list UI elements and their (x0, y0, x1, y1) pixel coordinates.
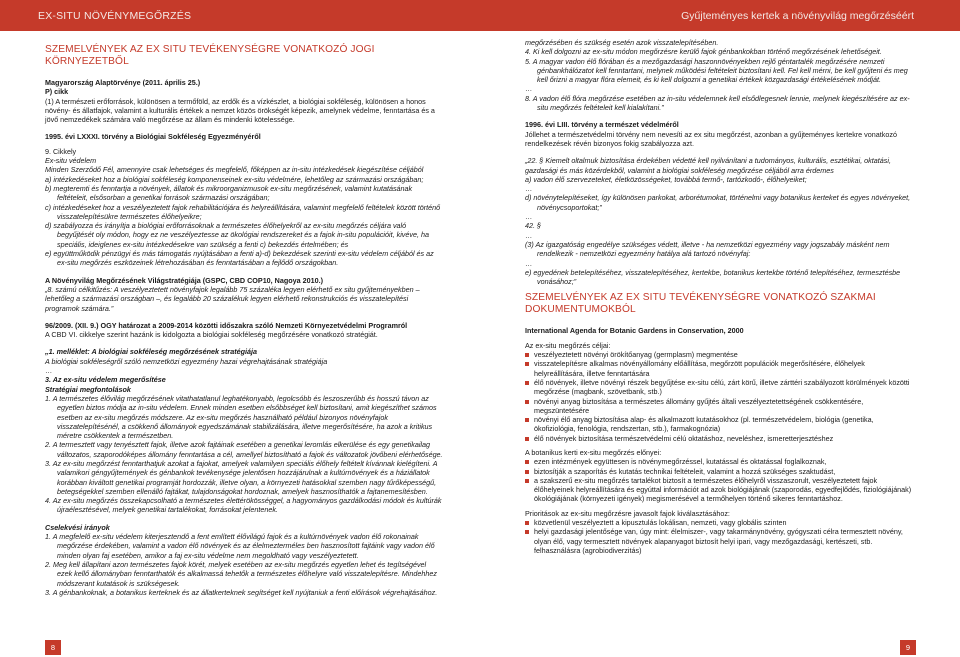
text-p11: d) szabályozza és irányítja a biológiai erőforrásoknak a természetes élőhelyekről az ex-situ megőrzés céljára való begyűjtését oly módon, hogy ez ne veszélyeztesse az ökológiai rendszereket és a fajok in-situ populációit, kivéve, ha speciális, ideiglenes ex-situ intézkedésekre van szükség a fenti c) bekezdés értelmében; és (45, 221, 429, 249)
text-p5: 9. Cikkely (45, 146, 77, 156)
text-p6: Ex-situ védelem (45, 156, 97, 166)
list-item: növényi élő anyag biztosítása alap- és alkalmazott kutatásokhoz (pl. természetvédelem, biológia (genetika, ökofiziológia, fenológia, rendszertan, stb.), farmakognózia) (525, 415, 915, 434)
text-p3: (1) A természeti erőforrások, különösen a termőföld, az erdők és a vízkészlet, a biológiai sokféleség, különösen a honos növény- és állatfajok, valamint a kulturális értékek a nemzet közös örökségét képezik, amelynek védelme, fenntartása és a jövő nemzedékek számára való megőrzése az állam és mindenki kötelessége. (45, 96, 435, 125)
text-p24: 4. Az ex-situ megőrzés összekapcsolható a természetes élettérökösséggel, a hagyományos gazdálkodási módok és kultúrák újraélesztésével, melyek genetikai tartalékokat, forrásokat jelentenek. (45, 496, 442, 515)
list-item: biztosítják a szaporítás és kutatás technikai feltételeit, valamint a hozzá szükséges szaktudást, (525, 467, 915, 476)
list-item: visszatelepítésre alkalmas növényállomány előállítása, megőrzött populációk megerősítésére, élőhelyek helyreállítására, illetve fenntartására (525, 359, 915, 378)
section-heading-legal: SZEMELVÉNYEK AZ EX SITU TEVÉKENYSÉGRE VONATKOZÓ JOGI KÖRNYEZETBŐL (45, 44, 375, 67)
text-p21: 1. A természetes élővilág megőrzésének vitathatatlanul leghatékonyabb, legolcsóbb és leszoszerűbb és hosszú távon az egyetlen biztos módja az in-situ védelem. Ennek minden esetben elsőbbséget kell biztosítani, amit kiegészíthet számos esetben az ex-situ megőrzés módszere. Az ex-situ megőrzés használható például bizonyos növényfajok visszatelepítésénél, a csökkenő állományok egyedszámának stabilizálására, illetve megerősítésére, ha azok a kritikus méretre csökkentek a természetben. (45, 393, 437, 441)
text-r4: 8. A vadon élő flóra megőrzése esetében az in-situ védelemnek kell elsődlegesnek lennie, melynek kiegészítésére az ex-situ megőrzés feltételeit kell kialakítani.” (525, 93, 910, 113)
list-item: helyi gazdasági jelentősége van, úgy mint: élelmiszer-, vagy takarmánynövény, gyógyszati célra termesztett növény, olyan élő, vagy termesztett növények alapanyagot biztosít helyi ipari, vagy mezőgazdasági, kertészeti, stb. felhasználásra (agrobiodiverzitás) (525, 527, 915, 555)
text-p27: 2. Meg kell állapítani azon természetes fajok körét, melyek esetében az ex-situ megőrzés egyetlen lehet és tegítségével ezek kellő állományban fenntarthatók és alkalmassá tehetők a természetes élőhelyre való visszatelepítésre. Mindehhez módszerant kutatások is szükségesek. (45, 559, 437, 588)
left-column (45, 38, 443, 597)
text-r12: e) egyedének betelepítéséhez, visszatelepítéséhez, kertekbe, botanikus kertekbe történő telepítéséhez, termesztésbe vonásához;” (525, 267, 901, 287)
text-p9: b) megteremti és fenntartja a növények, állatok és mikroorganizmusok ex-situ megőrzésének, valamint kutatásának feltételeit, elsősorban a genetikai források származási országában; (45, 183, 413, 203)
right-column (525, 38, 915, 555)
text-r14: Az ex-situ megőrzés céljai: (525, 340, 611, 350)
ellipsis: … (525, 230, 533, 240)
text-r15: A botanikus kerti ex-situ megőrzés előnyei: (525, 447, 662, 457)
advantages-list (525, 457, 915, 503)
text-p18: A biológiai sokféleségről szóló nemzetközi egyezmény hazai végrehajtásának stratégiája (45, 356, 328, 366)
text-p19: 3. Az ex-situ védelem megerősítése (45, 375, 166, 385)
text-p17: „1. melléklet: A biológiai sokféleség megőrzésének stratégiája (45, 347, 257, 357)
text-p12: e) együttműködik pénzügyi és más támogatás nyújtásában a fenti a)-d) bekezdések szerinti ex-situ védelem céljából és az ex-situ megőrzés eszközeinek létrehozásában és fenntartásában a fejlődő országokban. (45, 249, 434, 268)
list-item: a szakszerű ex-situ megőrzés tartalékot biztosít a természetes élőhelyről visszaszorult, veszélyeztetett fajok élőhelyeinek helyreállítására és egyúttal információt ad azok biológiájának (szaporodás, egyedfejlődés, fiziológiájának) ökológiájának (környezeti igények) megismerésével a termőhelyen történő sikeres fenntartáshoz. (525, 476, 915, 504)
list-item: veszélyeztetett növényi örökítőanyag (germplasm) megmentése (525, 350, 915, 359)
text-r7: „22. § Kiemelt oltalmuk biztosítása érdekében védetté kell nyilvánítani a tudományos, kulturális, esztétikai, oktatási, gazdasági és más közérdekből, valamint a biológiai sokféleség megőrzése céljából arra érdemes (525, 156, 891, 175)
list-item: közvetlenül veszélyeztett a kipusztulás lokálisan, nemzeti, vagy globális szinten (525, 518, 915, 527)
text-r6: Jóllehet a természetvédelmi törvény nem nevesíti az ex situ megőrzést, azonban a gyűjteményes kertekre vonatkozó rendelkezések révén bizonyos fokig szabályozza azt. (525, 129, 897, 148)
text-r9: d) növénytelepítéseket, így különösen parkokat, arborétumokat, történelmi vagy botanikus kerteket és egyes növényeket, növénycsoportokat;” (525, 193, 911, 212)
text-r13: International Agenda for Botanic Gardens in Conservation, 2000 (525, 326, 744, 336)
text-p7: Minden Szerződő Fél, amennyire csak lehetséges és megfelelő, főképpen az in-situ intézkedések kiegészítése céljából (45, 165, 424, 175)
text-p16: A CBD VI. cikkelye szerint hazánk is kidolgozta a biológiai sokféleség megőrzésére vonatkozó stratégiát. (45, 330, 378, 340)
section-heading-professional: SZEMELVÉNYEK AZ EX SITU TEVÉKENYSÉGRE VONATKOZÓ SZAKMAI DOKUMENTUMOKBÓL (525, 292, 876, 316)
text-r5: 1996. évi LIII. törvény a természet védelméről (525, 120, 679, 130)
text-p15: 96/2009. (XII. 9.) OGY határozat a 2009-2014 közötti időszakra szóló Nemzeti Környezetvédelmi Programról (45, 320, 408, 330)
text-r3: 5. A magyar vadon élő flórában és a mezőgazdasági haszonnövényekben rejlő géntartalék megőrzésére nemzeti génbankhálózatot kell fenntartani, melynek működési feltételeit biztosítani kell. Fel kell mérni, be kell gyűjteni és meg kell őrizni a magyar flóra elemeit, és ki kell dolgozni a genetikai értékek közgazdasági értékelésének módját. (525, 56, 908, 85)
text-p13: A Növényvilág Megőrzésének Világstratégiája (GSPC, CBD COP10, Nagoya 2010.) (45, 275, 324, 285)
text-p25: Cselekvési irányok (45, 522, 110, 532)
ellipsis: … (525, 184, 533, 194)
page-number-left: 8 (45, 640, 61, 655)
page-number-right: 9 (900, 640, 916, 655)
text-r10: 42. § (525, 221, 541, 231)
goals-list (525, 350, 915, 443)
text-p10: c) intézkedéseket hoz a veszélyeztetett fajok rehabilitációjára és helyreállítására, valamint megfelelő feltételek között történő visszatelepítésükre természetes élőhelyeikre; (45, 202, 441, 221)
list-item: ezen intézmények együttesen is növénymegőrzéssel, kutatással és oktatással foglalkoznak, (525, 457, 915, 466)
text-p22: 2. A termesztett vagy tenyésztett fajok, illetve azok fajtáinak esetében a genetikai leromlás elkerülése és egy genetikailag változatos, szaporodóképes állomány fenntartása a cél, amellyel biztosítható a fajok és változatok jövőbeni elérhetősége. (45, 440, 443, 459)
text-r11: (3) Az igazgatóság engedélye szükséges védett, illetve - ha nemzetközi egyezmény vagy jogszabály másként nem rendelkezik - nemzetközi egyezmény hatálya alá tartozó növényfaj: (525, 239, 890, 259)
text-p26: 1. A megfelelő ex-situ védelem kiterjesztendő a fent említett élővilágú fajok és a kultúrnövények vadon élő rokonainak megőrzése érdekében, valamint a vadon élő növények és az élelmezterméles ben hasznosított fajtáink vagy vadon élő minden olyan faj esetében, amikor a faj ex-situ védelme nem megoldható vagy veszélyeztetett. (45, 532, 435, 560)
list-item: növényi anyag biztosítása a természetes állomány gyűjtés általi veszélyeztetettségének csökkentésére, megszüntetésére (525, 397, 915, 416)
text-p20: Stratégiai megfontolások (45, 384, 131, 394)
header-section-title: EX-SITU NÖVÉNYMEGŐRZÉS (38, 10, 192, 22)
text-p23: 3. Az ex-situ megőrzést fenntarthatjuk azokat a fajokat, amelyek valamilyen speciális élőhely feltételt kívánnak kielégíteni. A valamikori géngyűjtemények és génbankok tevékenysége jelentősen hozzájárulnak a kultúrnövények és a háziállatok korábban kiváltott genetikai programját hordozzák, illetve olyan, a környezeti hatásokkal szemben nagy tűrőképességű, betegségekkel szemben ellenálló fajtákat, tulajdonságokat hordoznak, amelyek hasznosíthatók a fajtanemesítésben. (45, 458, 438, 496)
text-p8: a) intézkedéseket hoz a biológiai sokféleség komponenseinek ex-situ védelmére, lehetőleg az származási országában; (45, 174, 424, 184)
text-r8: a) vadon élő szervezeteket, életközösségeket, továbbá termő-, tartózkodó-, élőhelyeiket; (525, 174, 807, 184)
text-p1: Magyarország Alaptörvénye (2011. április 25.) (45, 78, 201, 87)
text-r2: 4. Ki kell dolgozni az ex-situ módon megőrzésre kerülő fajok génbankokban történő megőrzésének lehetőségeit. (525, 47, 882, 57)
priorities-list (525, 518, 915, 555)
list-item: élő növények biztosítása természetvédelmi célú oktatáshoz, neveléshez, ismeretterjesztéshez (525, 434, 915, 443)
ellipsis: … (45, 366, 53, 376)
text-r16: Prioritások az ex-situ megőrzésre javasolt fajok kiválasztásához: (525, 508, 730, 518)
ellipsis: … (525, 258, 533, 268)
header-subtitle: Gyűjteményes kertek a növényvilág megőrzéséért (681, 10, 914, 22)
list-item: élő növények, illetve növényi részek begyűjtése ex-situ célú, zárt körű, illetve zárttéri szabályozott körülmények közötti megőrzése (magbank, szövetbank, stb.) (525, 378, 915, 397)
header-bar (0, 0, 960, 31)
text-p14: „8. számú célkitűzés: A veszélyeztetett növényfajok legalább 75 százaléka legyen elérhető ex situ gyűjteményekben – lehetőleg a származási országban –, és legalább 20 százalékuk legyen elérhető rekonstrukciós és visszatelepítési programok számára.” (45, 284, 420, 313)
text-p28: 3. A génbankoknak, a botanikus kerteknek és az állatkerteknek segítséget kell nyújtaniuk a fenti előírások végrehajtásához. (45, 587, 438, 597)
ellipsis: … (525, 84, 533, 94)
text-p2: P) cikk (45, 87, 69, 97)
text-p4: 1995. évi LXXXI. törvény a Biológiai Sokféleség Egyezményéről (45, 132, 261, 142)
ellipsis: … (525, 212, 533, 222)
text-r1: megőrzésében és szükség esetén azok visszatelepítésében. (525, 38, 719, 47)
